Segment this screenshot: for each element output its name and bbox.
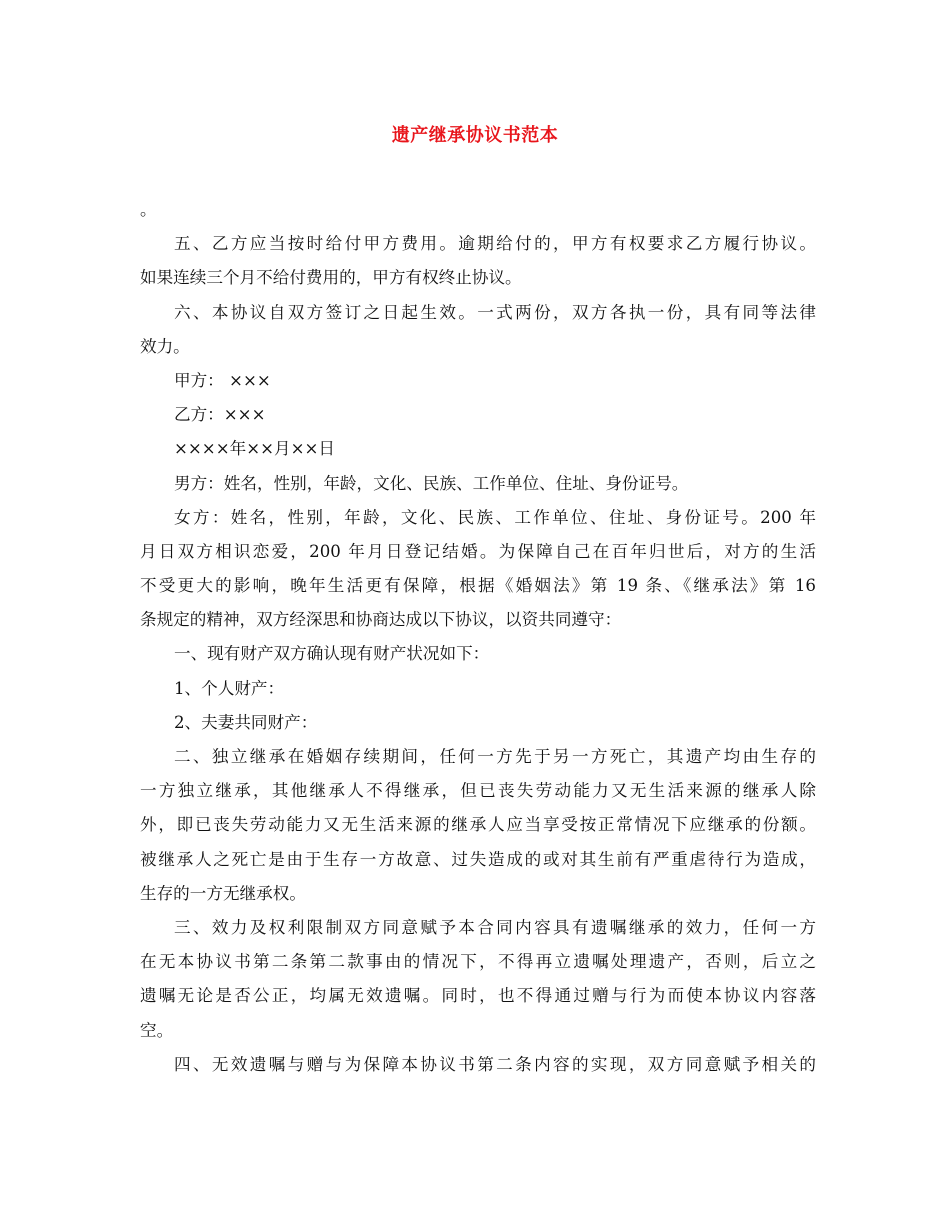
document-line: 空。 <box>140 1020 174 1040</box>
document-line: 效力。 <box>140 336 190 356</box>
document-line: 男方：姓名，性别，年龄，文化、民族、工作单位、住址、身份证号。 <box>174 473 689 493</box>
document-line: ××××年××月××日 <box>174 439 336 459</box>
document-line: 生存的一方无继承权。 <box>140 883 306 903</box>
document-line: 月日双方相识恋爱，200 年月日登记结婚。为保障自己在百年归世后，对方的生活 <box>140 541 816 561</box>
document-line: 六、本协议自双方签订之日起生效。一式两份，双方各执一份，具有同等法律 <box>174 302 816 322</box>
document-line: 三、效力及权利限制双方同意赋予本合同内容具有遗嘱继承的效力，任何一方 <box>174 917 816 937</box>
document-line: 1、个人财产： <box>174 678 285 698</box>
document-line: 外，即已丧失劳动能力又无生活来源的继承人应当享受按正常情况下应继承的份额。 <box>140 815 816 835</box>
document-title: 遗产继承协议书范本 <box>391 125 559 146</box>
document-line: 一、现有财产双方确认现有财产状况如下： <box>174 644 490 664</box>
document-line: 。 <box>140 200 157 219</box>
document-line: 条规定的精神，双方经深思和协商达成以下协议，以资共同遵守： <box>140 610 622 630</box>
document-line: 不受更大的影响，晚年生活更有保障，根据《婚姻法》第 19 条、《继承法》第 16 <box>140 576 816 596</box>
document-line: 乙方：××× <box>174 405 266 425</box>
document-line: 五、乙方应当按时给付甲方费用。逾期给付的，甲方有权要求乙方履行协议。 <box>174 234 816 254</box>
document-line: 遗嘱无论是否公正，均属无效遗嘱。同时，也不得通过赠与行为而使本协议内容落 <box>140 986 816 1006</box>
document-line: 如果连续三个月不给付费用的，甲方有权终止协议。 <box>140 268 522 288</box>
document-line: 2、夫妻共同财产： <box>174 712 318 732</box>
document-line: 二、独立继承在婚姻存续期间，任何一方先于另一方死亡，其遗产均由生存的 <box>174 747 816 766</box>
document-line: 甲方： ××× <box>174 370 271 390</box>
document-line: 女方：姓名，性别，年龄，文化、民族、工作单位、住址、身份证号。200 年 <box>174 507 816 527</box>
document-line: 在无本协议书第二条第二款事由的情况下，不得再立遗嘱处理遗产，否则，后立之 <box>140 952 816 972</box>
document-line: 一方独立继承，其他继承人不得继承，但已丧失劳动能力又无生活来源的继承人除 <box>140 781 816 801</box>
document-body <box>140 193 816 1082</box>
document-line: 四、无效遗嘱与赠与为保障本协议书第二条内容的实现，双方同意赋予相关的 <box>174 1054 816 1074</box>
document-line: 被继承人之死亡是由于生存一方故意、过失造成的或对其生前有严重虐待行为造成， <box>140 849 816 869</box>
